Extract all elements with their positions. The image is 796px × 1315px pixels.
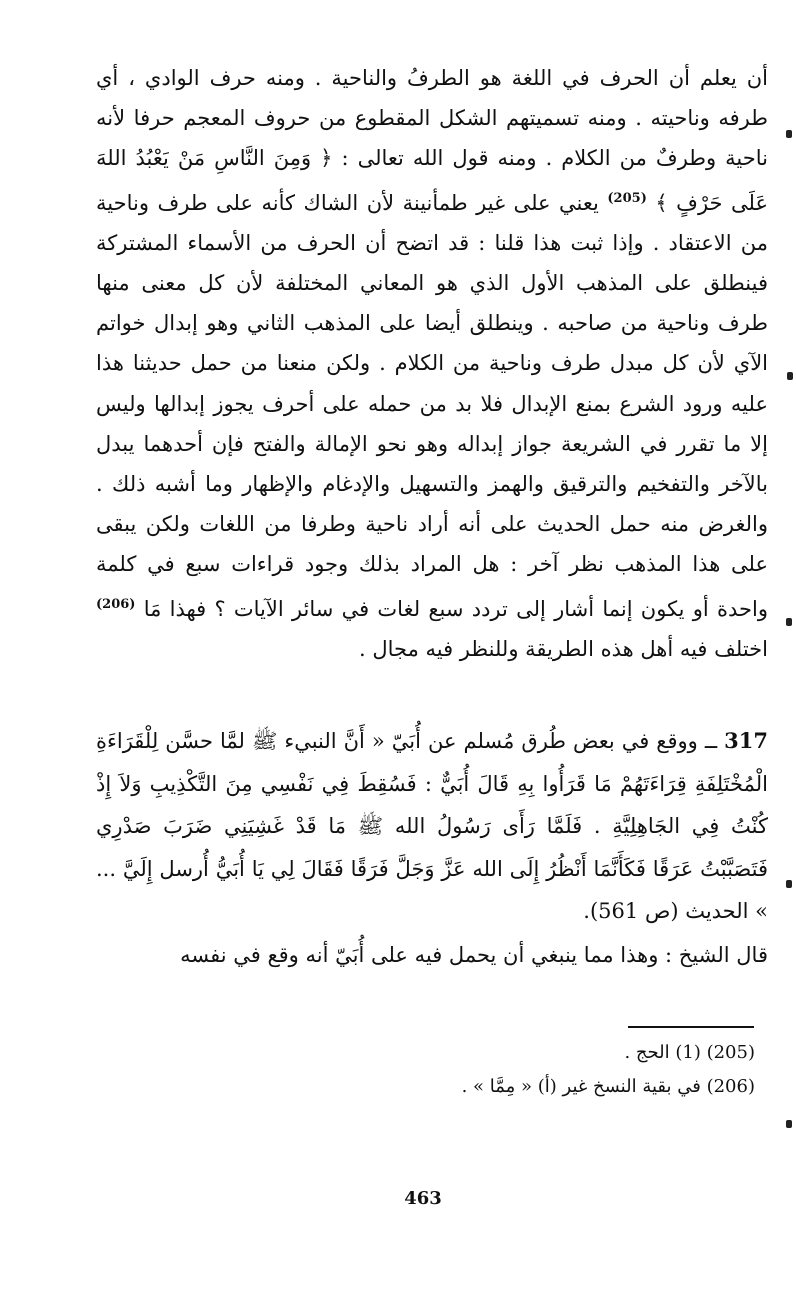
footnote-ref-206: (206) [96, 596, 136, 612]
footnote-divider [628, 1026, 754, 1028]
scan-margin-mark [786, 618, 792, 626]
footnotes [300, 1036, 755, 1104]
entry-number: 317 [724, 728, 768, 753]
paragraph-2-text: ــ ووقع في بعض طُرق مُسلم عن أُبَيّ « أَنَّ النبيء ﷺ لمَّا حسَّن لِلْقَرَاءَةِ الْمُخْتَلِفَةِ قِرَاءَتَهُمْ مَا قَرَأُوا بِهِ قَالَ أُبَيٌّ : فَسُقِطَ فِي نَفْسِي مِنَ التَّكْذِيبِ وَلاَ إِذْ كُنْتُ فِي الجَاهِلِيَّةِ . فَلَمَّا رَأَى رَسُولُ الله ﷺ مَا قَدْ غَشِيَنِي ضَرَبَ صَدْرِي فَتَصَبَّبْتُ عَرَقًا فَكَأَنَّمَا أَنْظُرُ إِلَى الله عَزَّ وَجَلَّ فَرَقًا فَقَالَ لِي يَا أُبَيُّ أُرسل إِلَيَّ ... » الحديث (ص 561). [96, 729, 768, 923]
paragraph-3-text: قال الشيخ : وهذا مما ينبغي أن يحمل فيه على أُبَيّ أنه وقع في نفسه [180, 943, 768, 967]
footnote-ref-205: (205) [607, 190, 647, 206]
scan-margin-mark [786, 880, 792, 888]
paragraph-1-text: أن يعلم أن الحرف في اللغة هو الطرفُ والناحية . ومنه حرف الوادي ، أي طرفه وناحيته . ومنه تسميتهم الشكل المقطوع من حروف المعجم حرفا لأنه ناحية وطرفٌ من الكلام . ومنه قول الله تعالى : ﴿ وَمِنَ النَّاسِ مَنْ يَعْبُدُ اللهَ عَلَى حَرْفٍ ﴾ [96, 66, 768, 215]
footnote-205: (205) (1) الحج . [624, 1042, 755, 1063]
scan-margin-mark [787, 372, 793, 380]
scan-margin-mark [786, 130, 792, 138]
body-paragraph-3 [96, 935, 768, 975]
page-number: 463 [404, 1188, 442, 1209]
paragraph-1-end: اختلف فيه أهل هذه الطريقة وللنظر فيه مجال . [359, 636, 768, 661]
body-paragraph-1 [96, 58, 768, 669]
paragraph-1-continued: يعني على غير طمأنينة لأن الشاك كأنه على طرف وناحية من الاعتقاد . وإذا ثبت هذا قلنا : قد اتضح أن الحرف من الأسماء المشتركة فينطلق على المذهب الأول الذي هو المعاني المختلفة لأن كل معنى منها طرف وناحية من صاحبه . وينطلق أيضا على المذهب الثاني وهو إبدال خواتم الآي لأن كل مبدل طرف وناحية من الكلام . ولكن منعنا من حمل حديثنا هذا عليه ورود الشرع بمنع الإبدال فلا بد من حمله على أحرف يجوز إبدالها وليس إلا ما تقرر في الشريعة جواز إبداله وهو نحو الإمالة والفتح فإن أحدهما يبدل بالآخر والتفخيم والترقيق والهمز والتسهيل والإدغام والإظهار وما أشبه ذلك . والغرض منه حمل الحديث على أنه أراد ناحية وطرفا من اللغات ولكن يبقى على هذا المذهب نظر آخر : هل المراد بذلك وجود قراءات سبع في كلمة واحدة أو يكون إنما أشار إلى تردد سبع لغات في سائر الآيات ؟ فهذا مَا [96, 190, 768, 621]
scan-margin-mark [786, 1120, 792, 1128]
body-paragraph-2 [96, 720, 768, 933]
footnote-206: (206) في بقية النسخ غير (أ) « مِمَّا » . [461, 1076, 755, 1097]
